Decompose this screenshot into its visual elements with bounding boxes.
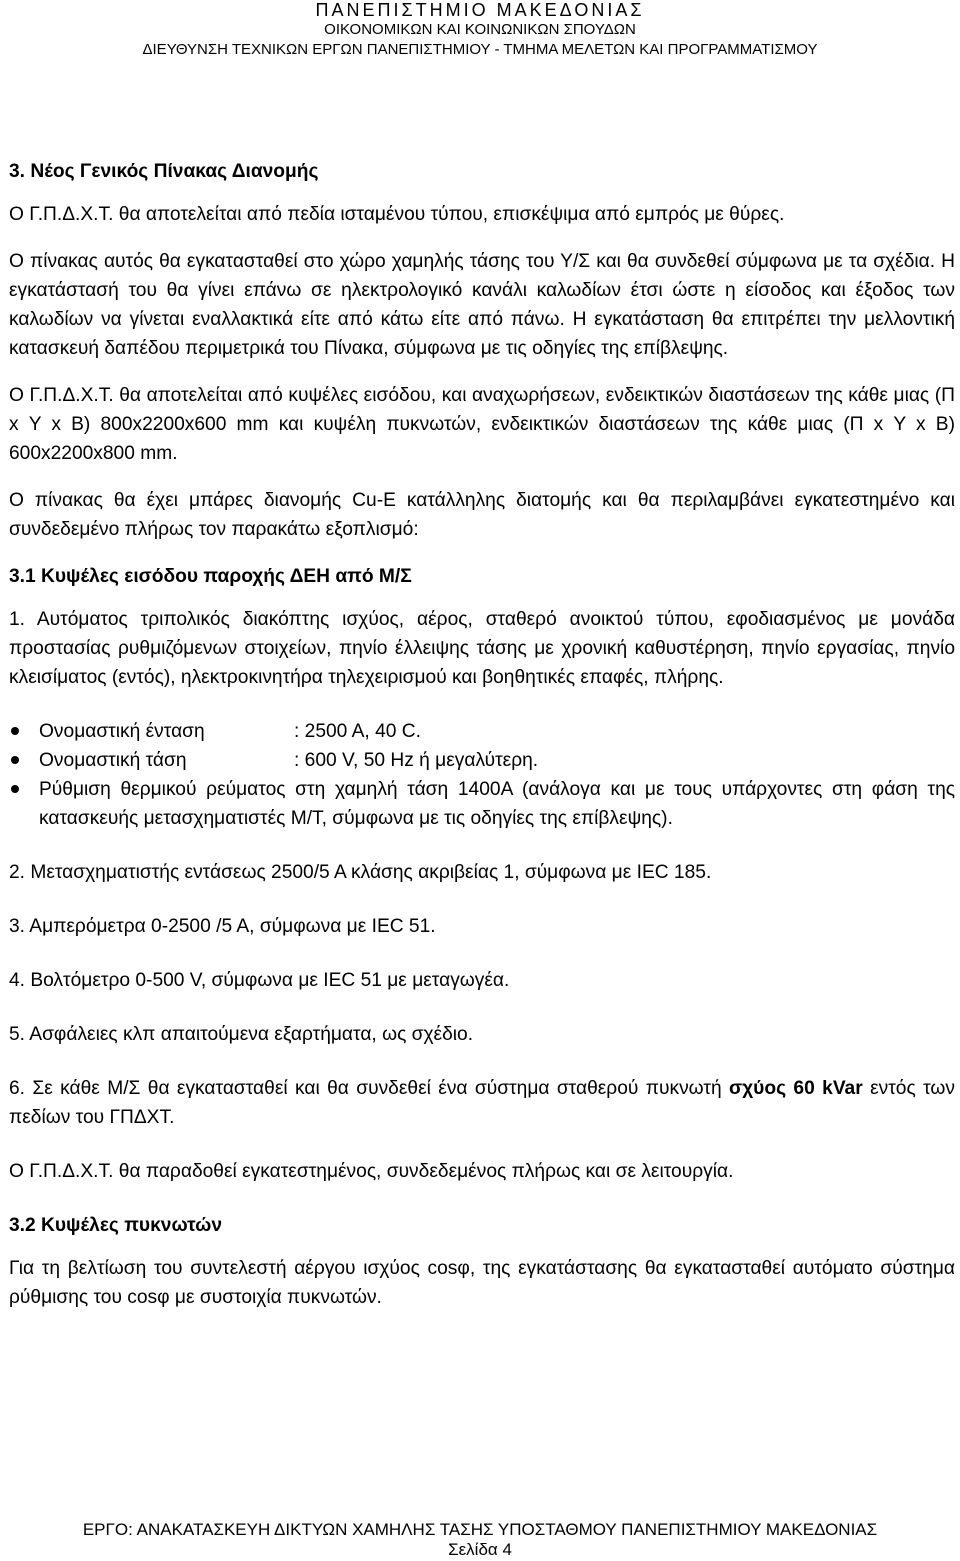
spec-value: : 2500 A, 40 C. <box>294 721 421 742</box>
section-3-paragraph-1: Ο Γ.Π.Δ.Χ.Τ. θα αποτελείται από πεδία ισταμένου τύπου, επισκέψιμα από εμπρός με θύρες. <box>9 204 785 225</box>
page-number: Σελίδα 4 <box>448 1540 512 1559</box>
item-6-end: εντός των πεδίων του ΓΠΔΧΤ. <box>9 1078 955 1128</box>
section-3-paragraph-4: Ο πίνακας θα έχει μπάρες διανομής Cu-E κατάλληλης διατομής και θα περιλαμβάνει εγκατεστημένο και συνδεδεμένο πλήρως τον παρακάτω εξοπλισμό: <box>9 490 955 540</box>
list-item <box>9 717 955 746</box>
department-name: ΔΙΕΥΘΥΝΣΗ ΤΕΧΝΙΚΩΝ ΕΡΓΩΝ ΠΑΝΕΠΙΣΤΗΜΙΟΥ - ΤΜΗΜΑ ΜΕΛΕΤΩΝ ΚΑΙ ΠΡΟΓΡΑΜΜΑΤΙΣΜΟΥ <box>142 41 818 58</box>
item-6-bold: σχύος 60 kVar <box>729 1078 863 1099</box>
item-2-text: 2. Μετασχηματιστής εντάσεως 2500/5 Α κλάσης ακριβείας 1, σύμφωνα με IEC 185. <box>9 862 712 883</box>
specs-list <box>9 717 955 833</box>
item-1-text: 1. Αυτόματος τριπολικός διακόπτης ισχύος, αέρος, σταθερό ανοικτού τύπου, εφοδιασμένος με μονάδα προστασίας ρυθμιζόμενων στοιχείων, πηνίο έλλειψης τάσης με χρονική καθυστέρηση, πηνίο εργασίας, πηνίο κλεισίματος (εντός), ηλεκτροκινητήρα τηλεχειρισμού και βοηθητικές επαφές, πλήρης. <box>9 609 955 688</box>
section-3-paragraph-2: Ο πίνακας αυτός θα εγκατασταθεί στο χώρο χαμηλής τάσης του Υ/Σ και θα συνδεθεί σύμφωνα με τα σχέδια. Η εγκατάστασή του θα γίνει επάνω σε ηλεκτρολογικό κανάλι καλωδίων έτσι ώστε η είσοδος και έξοδος των καλωδίων να γίνεται εναλλακτικά είτε από κάτω είτε από πάνω. Η εγκατάσταση θα επιτρέπει την μελλοντική κατασκευή δαπέδου περιμετρικά του Πίνακα, σύμφωνα με τις οδηγίες της επίβλεψης. <box>9 251 955 359</box>
bullet-icon <box>11 727 19 735</box>
page-header <box>0 0 960 60</box>
university-name: ΠΑΝΕΠΙΣΤΗΜΙΟ ΜΑΚΕΔΟΝΙΑΣ <box>315 0 645 20</box>
page-footer <box>0 1520 960 1560</box>
spec-value: : 600 V, 50 Hz ή μεγαλύτερη. <box>294 750 539 771</box>
spec-label: Ονομαστική ένταση <box>39 721 205 742</box>
bullet-icon <box>11 756 19 764</box>
school-name: ΟΙΚΟΝΟΜΙΚΩΝ ΚΑΙ ΚΟΙΝΩΝΙΚΩΝ ΣΠΟΥΔΩΝ <box>324 21 636 38</box>
item-6-text <box>9 1074 955 1132</box>
item-6-start: 6. Σε κάθε Μ/Σ θα εγκατασταθεί και θα συνδεθεί ένα σύστημα σταθερού πυκνωτή <box>9 1078 730 1099</box>
item-4-text: 4. Βολτόμετρο 0-500 V, σύμφωνα με IEC 51 με μεταγωγέα. <box>9 970 510 991</box>
list-item <box>9 775 955 833</box>
project-title: ΕΡΓΟ: ΑΝΑΚΑΤΑΣΚΕΥΗ ΔΙΚΤΥΩΝ ΧΑΜΗΛΗΣ ΤΑΣΗΣ ΥΠΟΣΤΑΘΜΟΥ ΠΑΝΕΠΙΣΤΗΜΙΟΥ ΜΑΚΕΔΟΝΙΑΣ <box>82 1520 878 1539</box>
bullet-icon <box>11 785 19 793</box>
spec-label: Ονομαστική τάση <box>39 750 187 771</box>
section-3-2-paragraph: Για τη βελτίωση του συντελεστή αέργου ισχύος cosφ, της εγκατάστασης θα εγκατασταθεί αυτόματο σύστημα ρύθμισης του cosφ με συστοιχία πυκνωτών. <box>9 1258 955 1308</box>
section-3-2-title: 3.2 Κυψέλες πυκνωτών <box>9 1215 223 1236</box>
delivery-text: Ο Γ.Π.Δ.Χ.Τ. θα παραδοθεί εγκατεστημένος, συνδεδεμένος πλήρως και σε λειτουργία. <box>9 1161 734 1182</box>
section-3-paragraph-3: Ο Γ.Π.Δ.Χ.Τ. θα αποτελείται από κυψέλες εισόδου, και αναχωρήσεων, ενδεικτικών διαστάσεων της κάθε μιας (Π x Υ x Β) 800x2200x600 mm και κυψέλη πυκνωτών, ενδεικτικών διαστάσεων της κάθε μιας (Π x Υ x Β) 600x2200x800 mm. <box>9 385 955 464</box>
item-5-text: 5. Ασφάλειες κλπ απαιτούμενα εξαρτήματα, ως σχέδιο. <box>9 1024 474 1045</box>
section-3-title: 3. Νέος Γενικός Πίνακας Διανομής <box>9 161 319 182</box>
list-item <box>9 746 955 775</box>
item-3-text: 3. Αμπερόμετρα 0-2500 /5 Α, σύμφωνα με IEC 51. <box>9 916 436 937</box>
spec-text: Ρύθμιση θερμικού ρεύματος στη χαμηλή τάση 1400Α (ανάλογα και με τους υπάρχοντες στη φάση της κατασκευής μετασχηματιστές Μ/Τ, σύμφωνα με τις οδηγίες της επίβλεψης). <box>39 779 955 829</box>
document-body <box>9 157 955 1312</box>
section-3-1-title: 3.1 Κυψέλες εισόδου παροχής ΔΕΗ από Μ/Σ <box>9 566 412 587</box>
